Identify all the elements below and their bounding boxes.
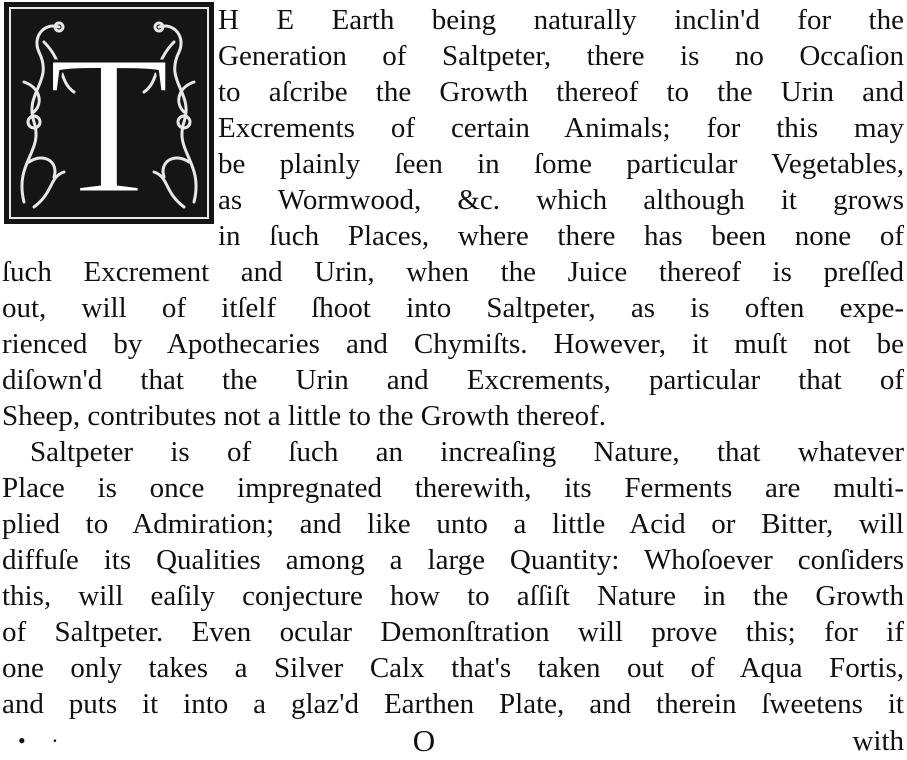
text-line-17: this, will eaſily conjecture how to aſſiſt Nature in the Growth [2, 580, 904, 612]
catchword: with [852, 725, 904, 757]
text-line-6: as Wormwood, &c. which although it grows [218, 184, 904, 216]
text-line-16: diffuſe its Qualities among a large Quantity: Whoſoever conſiders [2, 544, 904, 576]
text-line-20: and puts it into a glaz'd Earthen Plate, and therein ſweetens it [2, 688, 904, 720]
decorated-initial [4, 2, 214, 224]
text-line-13: Saltpeter is of ſuch an increaſing Nature, that whatever [30, 436, 904, 468]
text-line-3: to aſcribe the Growth thereof to the Urin and [218, 76, 904, 108]
drop-cap-letter: T [47, 15, 171, 224]
text-line-8: ſuch Excrement and Urin, when the Juice thereof is preſſed [2, 256, 904, 288]
signature-dots: • · [18, 728, 69, 753]
text-line-18: of Saltpeter. Even ocular Demonſtration will prove this; for if [2, 616, 904, 648]
text-line-5: be plainly ſeen in ſome particular Vegetables, [218, 148, 904, 180]
text-line-12: Sheep, contributes not a little to the Growth thereof. [2, 400, 607, 432]
text-line-7: in ſuch Places, where there has been none of [218, 220, 904, 252]
text-line-14: Place is once impregnated therewith, its Ferments are multi- [2, 472, 904, 504]
signature-mark: O [412, 723, 436, 758]
text-line-15: plied to Admiration; and like unto a little Acid or Bitter, will [2, 508, 904, 540]
text-line-2: Generation of Saltpeter, there is no Occaſion [218, 40, 904, 72]
text-line-9: out, will of itſelf ſhoot into Saltpeter, as is often expe- [2, 292, 904, 324]
text-line-19: one only takes a Silver Calx that's taken out of Aqua Fortis, [2, 652, 904, 684]
text-line-4: Excrements of certain Animals; for this may [218, 112, 904, 144]
text-line-10: rienced by Apothecaries and Chymiſts. However, it muſt not be [2, 328, 904, 360]
ornament-initial-t-icon [4, 2, 214, 224]
text-line-1: H E Earth being naturally inclin'd for the [218, 4, 904, 36]
text-line-11: diſown'd that the Urin and Excrements, particular that of [2, 364, 904, 396]
